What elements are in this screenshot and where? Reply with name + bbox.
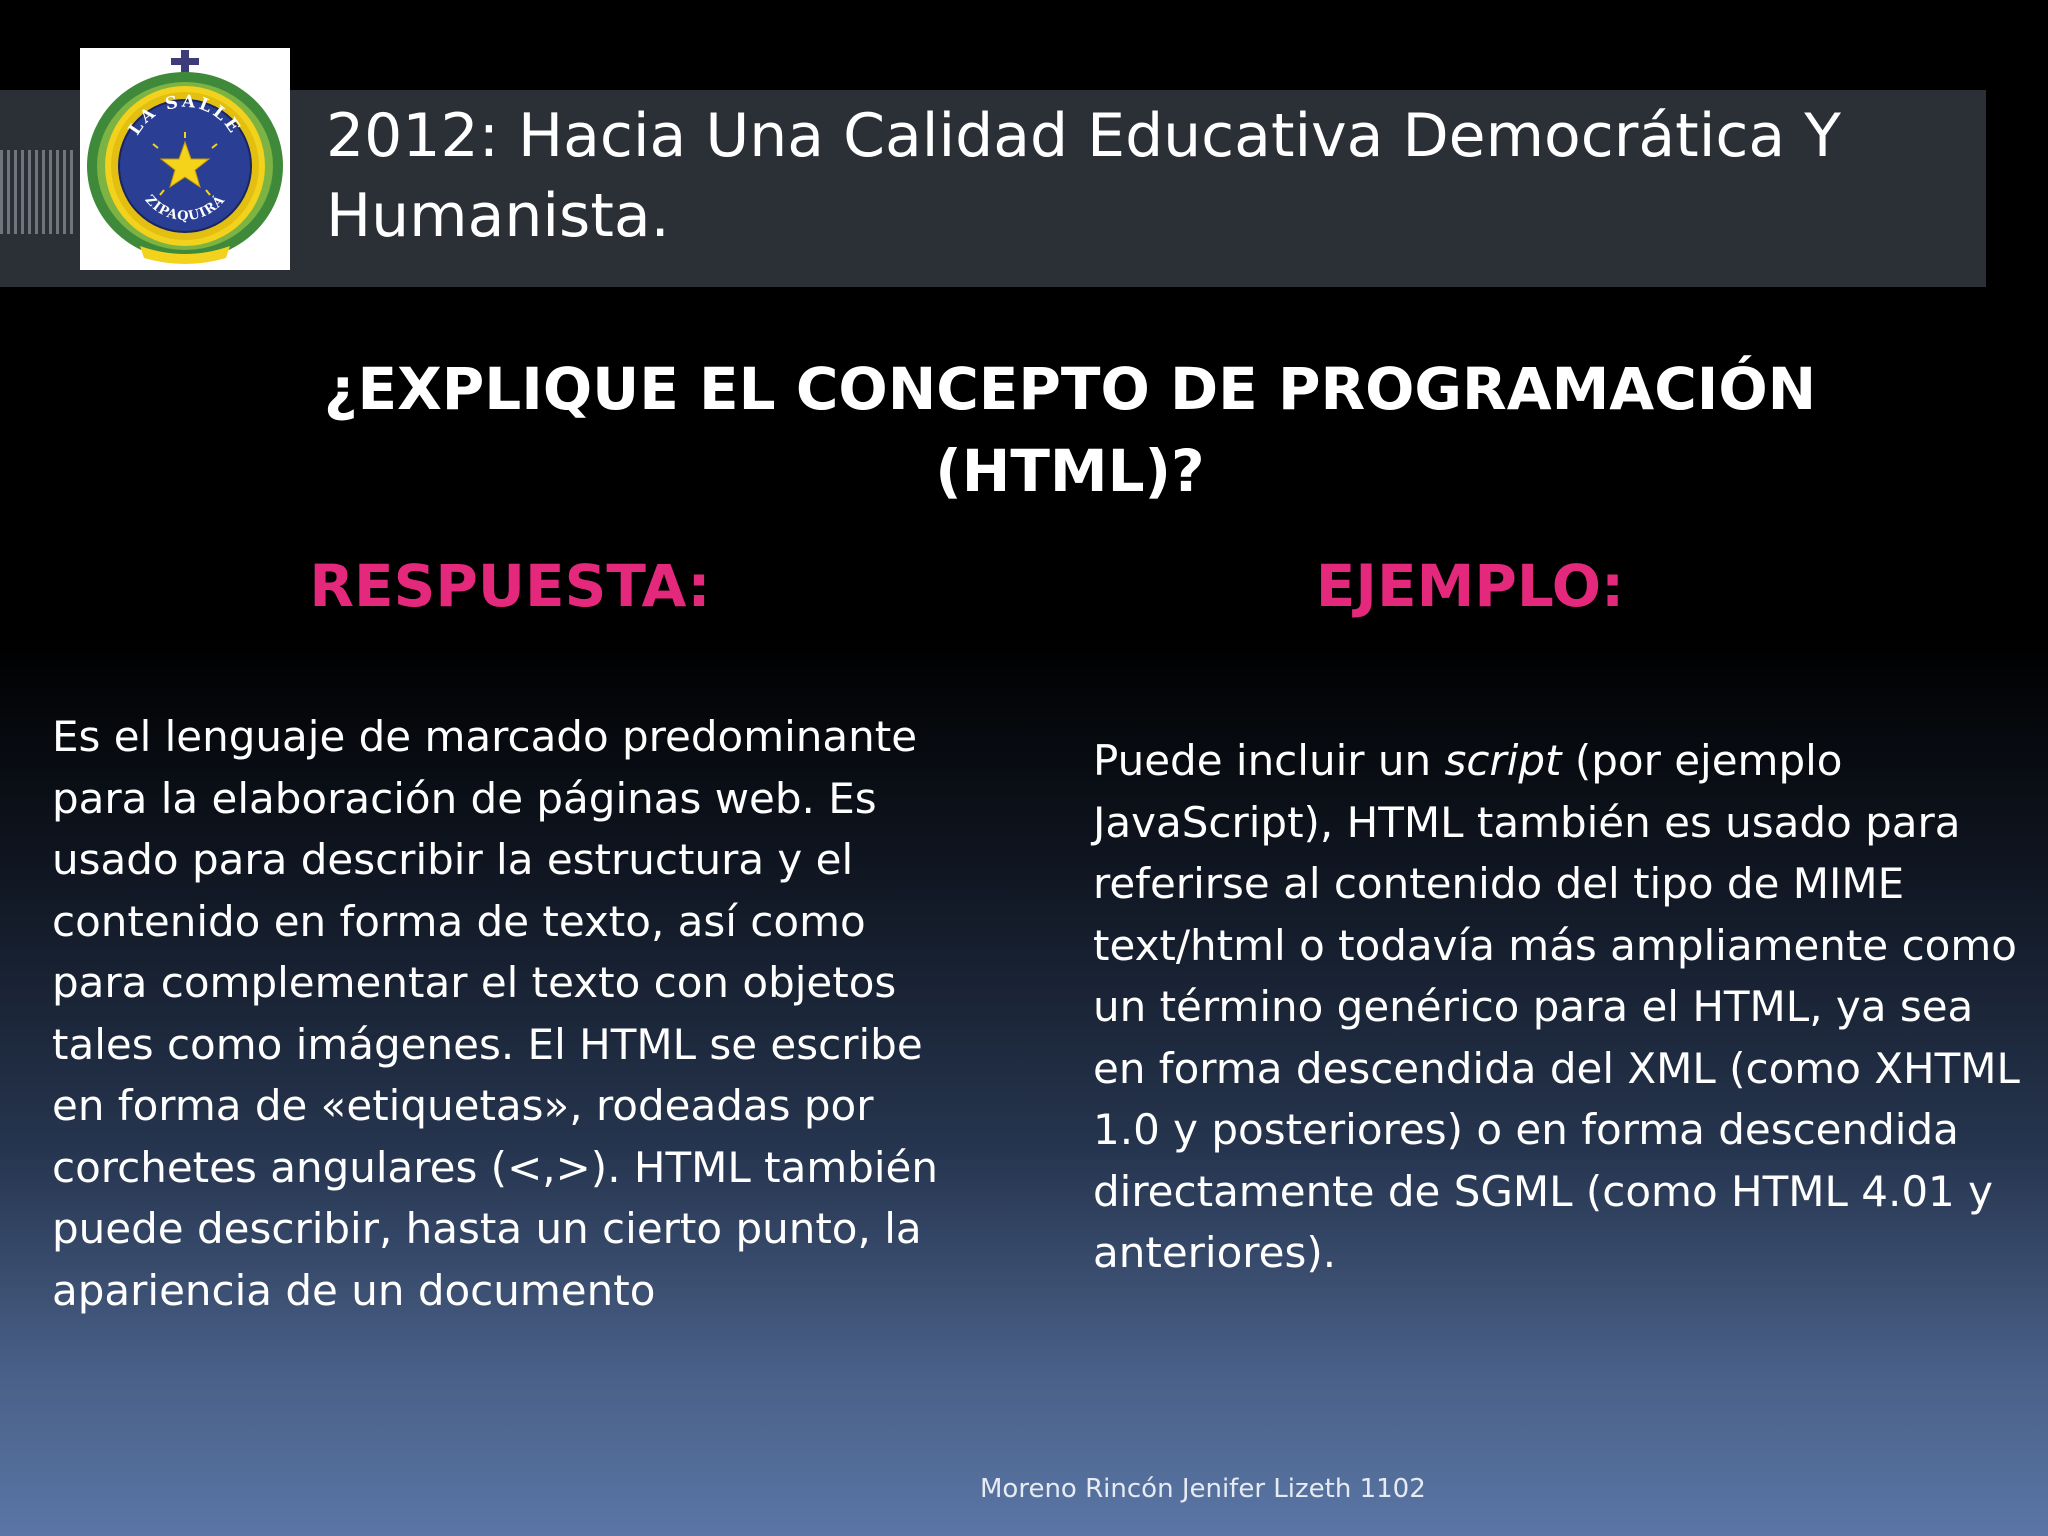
school-logo xyxy=(80,48,290,270)
ejemplo-heading: EJEMPLO: xyxy=(1315,552,1625,620)
slide-title: 2012: Hacia Una Calidad Educativa Democrática Y Humanista. xyxy=(326,101,1841,251)
footer-author: Moreno Rincón Jenifer Lizeth 1102 xyxy=(980,1474,1426,1504)
ejemplo-text-rest: (por ejemplo JavaScript), HTML también es usado para referirse al contenido del tipo de MIME text/html o todavía más ampliamente como un término genérico para el HTML, ya sea en forma descendida del XML (como XHTML 1.0 y posteriores) o en forma descendida directamente de SGML (como HTML 4.01 y anteriores). xyxy=(1093,736,2020,1277)
ejemplo-text-script: script xyxy=(1444,736,1562,785)
svg-text:LA SALLE: LA SALLE xyxy=(124,91,246,139)
question-heading: ¿EXPLIQUE EL CONCEPTO DE PROGRAMACIÓN (HTML)? xyxy=(323,355,1817,505)
la-salle-zipaquira-crest-icon xyxy=(80,48,290,270)
respuesta-text: Es el lenguaje de marcado predominante para la elaboración de páginas web. Es usado para describir la estructura y el contenido en forma de texto, así como para complementar el texto con objetos tales como imágenes. El HTML se escribe en forma de «etiquetas», rodeadas por corchetes angulares (<,>). HTML también puede describir, hasta un cierto punto, la apariencia de un documento xyxy=(52,712,939,1315)
respuesta-heading: RESPUESTA: xyxy=(309,552,711,620)
ejemplo-text-start: Puede incluir un xyxy=(1093,736,1445,785)
decorative-stripes xyxy=(0,150,74,234)
ejemplo-text xyxy=(1093,730,2033,1284)
svg-text:ZIPAQUIRÁ: ZIPAQUIRÁ xyxy=(141,192,229,225)
